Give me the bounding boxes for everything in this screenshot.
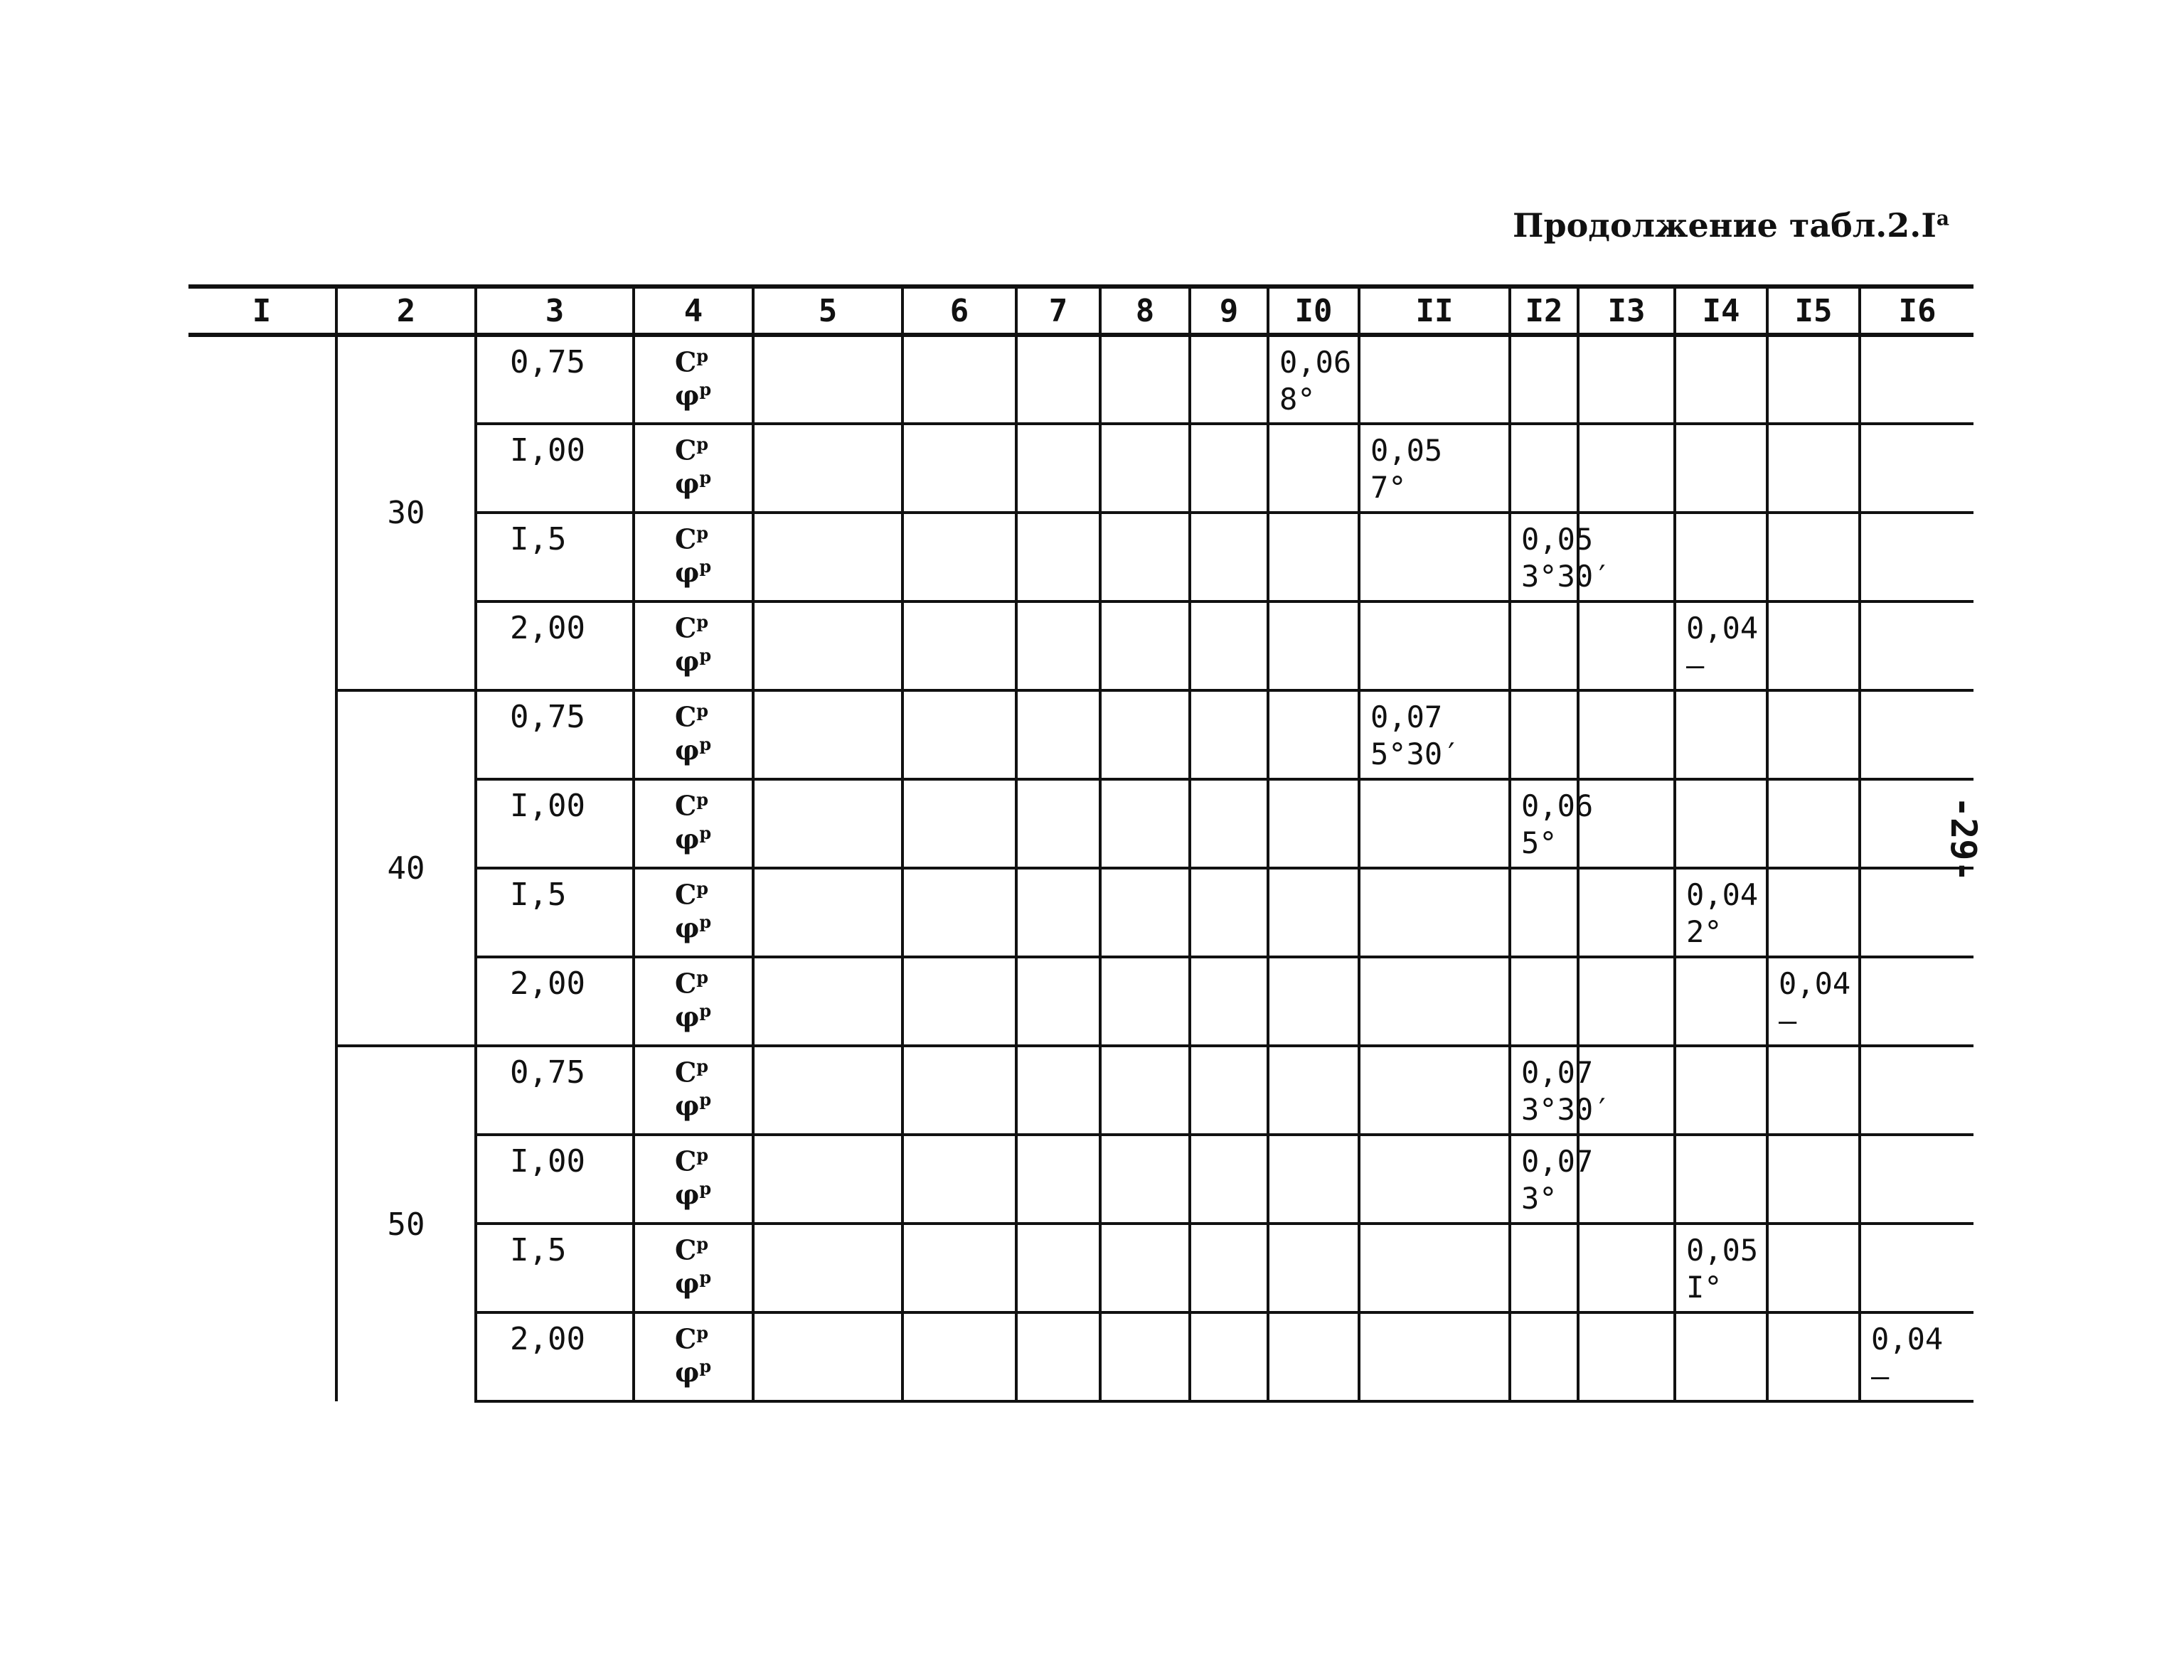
phi-value: 7° [1370, 470, 1407, 505]
group-value: 50 [336, 1046, 476, 1401]
cell-empty [1190, 1312, 1268, 1401]
cell-empty [188, 1046, 336, 1135]
cell-empty [1359, 1224, 1510, 1312]
cell-empty [1016, 690, 1100, 779]
phi-value: 5°30′ [1370, 737, 1461, 771]
cell-empty [1510, 424, 1578, 513]
phi-value: – [1871, 1359, 1890, 1393]
table-row [188, 1046, 1973, 1135]
cell-empty [1359, 868, 1510, 957]
cell-empty [1510, 690, 1578, 779]
cell-symbols [634, 424, 753, 513]
table-row [188, 335, 1973, 424]
cell-empty [1100, 1046, 1190, 1135]
symbol-phi: $\varphi^p$ [675, 1266, 712, 1300]
value-pair [1511, 514, 1612, 595]
cell-value [1268, 335, 1359, 424]
c-value: 0,07 [1370, 700, 1443, 734]
cell-ratio [476, 1312, 634, 1401]
column-header-4: 4 [634, 287, 753, 335]
c-value: 0,04 [1686, 611, 1759, 646]
cell-empty [1100, 1135, 1190, 1224]
cell-empty [1190, 1135, 1268, 1224]
cell-empty [1860, 513, 1973, 601]
cell-empty [1767, 513, 1860, 601]
table-body [188, 335, 1973, 1401]
symbol-phi: $\varphi^p$ [675, 555, 712, 589]
symbol-phi: $\varphi^p$ [675, 1088, 712, 1122]
cell-ratio [476, 1046, 634, 1135]
cell-empty [1767, 690, 1860, 779]
symbol-c: $C^p$ [675, 967, 709, 1000]
ratio-value: 0,75 [510, 1054, 585, 1091]
cell-empty [1100, 424, 1190, 513]
cell-empty [1268, 1224, 1359, 1312]
table-row [188, 690, 1973, 779]
cell-value [1675, 601, 1767, 690]
cell-value [1359, 690, 1510, 779]
cell-value [1510, 1046, 1612, 1135]
page-number: -29- [1943, 796, 1984, 882]
cell-empty [902, 335, 1016, 424]
ratio-value: 2,00 [510, 610, 585, 646]
data-table [188, 284, 1973, 1403]
cell-ratio [476, 779, 634, 868]
cell-empty [1016, 601, 1100, 690]
cell-empty [1578, 868, 1675, 957]
cell-empty [1190, 957, 1268, 1046]
cell-symbols [634, 335, 753, 424]
cell-empty [902, 1046, 1016, 1135]
cell-empty [1510, 335, 1578, 424]
cell-empty [1860, 868, 1973, 957]
cell-empty [902, 690, 1016, 779]
cell-empty [1767, 779, 1860, 868]
symbol-pair [635, 425, 752, 500]
column-header-12: I2 [1510, 287, 1578, 335]
cell-empty [902, 1312, 1016, 1401]
cell-empty [1016, 779, 1100, 868]
cell-empty [1767, 424, 1860, 513]
cell-empty [1675, 1312, 1767, 1401]
cell-empty [1100, 690, 1190, 779]
cell-empty [1675, 424, 1767, 513]
symbol-phi: $\varphi^p$ [675, 378, 712, 412]
cell-empty [1190, 868, 1268, 957]
cell-empty [1510, 957, 1578, 1046]
ratio-value: 2,00 [510, 1321, 585, 1357]
group-value: 40 [336, 690, 476, 1046]
cell-empty [188, 335, 336, 424]
symbol-c: $C^p$ [675, 611, 709, 644]
cell-empty [1359, 1312, 1510, 1401]
cell-value [1675, 1224, 1767, 1312]
cell-empty [1767, 1135, 1860, 1224]
cell-value [1359, 424, 1510, 513]
ratio-value: 0,75 [510, 699, 585, 735]
ratio-value: I,5 [510, 521, 567, 557]
cell-empty [1860, 601, 1973, 690]
value-pair [1511, 781, 1594, 862]
cell-empty [1190, 601, 1268, 690]
header-row [188, 287, 1973, 335]
symbol-c: $C^p$ [675, 700, 709, 733]
cell-empty [1578, 424, 1675, 513]
cell-empty [1675, 779, 1767, 868]
cell-symbols [634, 957, 753, 1046]
cell-empty [902, 513, 1016, 601]
cell-empty [1100, 868, 1190, 957]
cell-empty [753, 690, 902, 779]
symbol-phi: $\varphi^p$ [675, 1355, 712, 1389]
column-header-3: 3 [476, 287, 634, 335]
column-header-6: 6 [902, 287, 1016, 335]
cell-symbols [634, 690, 753, 779]
value-pair [1676, 870, 1766, 951]
cell-empty [1675, 690, 1767, 779]
column-header-5: 5 [753, 287, 902, 335]
cell-empty [1268, 1312, 1359, 1401]
cell-empty [1190, 1224, 1268, 1312]
symbol-pair [635, 603, 752, 678]
cell-empty [1016, 513, 1100, 601]
symbol-c: $C^p$ [675, 878, 709, 911]
cell-empty [188, 957, 336, 1046]
cell-empty [1016, 1224, 1100, 1312]
cell-empty [1578, 690, 1675, 779]
cell-empty [1860, 957, 1973, 1046]
c-value: 0,06 [1521, 788, 1594, 823]
cell-empty [753, 1135, 902, 1224]
cell-empty [1578, 957, 1675, 1046]
cell-empty [753, 424, 902, 513]
symbol-phi: $\varphi^p$ [675, 822, 712, 855]
cell-symbols [634, 601, 753, 690]
cell-symbols [634, 513, 753, 601]
ratio-value: I,00 [510, 432, 585, 469]
phi-value: 3°30′ [1521, 559, 1612, 594]
cell-empty [1767, 1312, 1860, 1401]
symbol-phi: $\varphi^p$ [675, 1000, 712, 1033]
cell-empty [1016, 424, 1100, 513]
cell-empty [1860, 690, 1973, 779]
cell-empty [1190, 424, 1268, 513]
value-pair [1511, 1136, 1594, 1217]
cell-empty [1359, 601, 1510, 690]
cell-ratio [476, 1224, 634, 1312]
symbol-c: $C^p$ [675, 1145, 709, 1177]
symbol-pair [635, 1136, 752, 1211]
cell-ratio [476, 690, 634, 779]
cell-empty [753, 601, 902, 690]
column-header-16: I6 [1860, 287, 1973, 335]
column-header-1: I [252, 292, 272, 329]
cell-ratio [476, 1135, 634, 1224]
cell-empty [1100, 779, 1190, 868]
symbol-phi: $\varphi^p$ [675, 466, 712, 500]
cell-empty [753, 513, 902, 601]
cell-empty [1268, 601, 1359, 690]
cell-empty [1359, 513, 1510, 601]
cell-empty [1359, 779, 1510, 868]
cell-empty [1016, 1046, 1100, 1135]
c-value: 0,06 [1279, 345, 1352, 380]
symbol-c: $C^p$ [675, 523, 709, 555]
cell-empty [902, 1135, 1016, 1224]
cell-empty [1190, 779, 1268, 868]
cell-symbols [634, 1312, 753, 1401]
cell-empty [1578, 601, 1675, 690]
cell-value [1767, 957, 1860, 1046]
column-header-2: 2 [336, 287, 476, 335]
cell-empty [1268, 690, 1359, 779]
cell-empty [1100, 957, 1190, 1046]
caption-superscript: а [1936, 206, 1949, 230]
cell-empty [902, 957, 1016, 1046]
column-header-10: I0 [1268, 287, 1359, 335]
phi-value: 3° [1521, 1181, 1557, 1216]
cell-empty [188, 1312, 336, 1401]
cell-symbols [634, 1046, 753, 1135]
cell-empty [1510, 868, 1578, 957]
phi-value: 3°30′ [1521, 1092, 1612, 1127]
c-value: 0,05 [1370, 433, 1443, 468]
cell-value [1510, 513, 1612, 601]
cell-empty [753, 868, 902, 957]
c-value: 0,04 [1779, 966, 1851, 1001]
column-header-15: I5 [1767, 287, 1860, 335]
group-value: 30 [336, 335, 476, 690]
cell-empty [1268, 1135, 1359, 1224]
cell-symbols [634, 1224, 753, 1312]
cell-empty [1100, 513, 1190, 601]
cell-empty [902, 424, 1016, 513]
cell-empty [1510, 1312, 1578, 1401]
symbol-phi: $\varphi^p$ [675, 911, 712, 944]
column-header-13: I3 [1578, 287, 1675, 335]
cell-empty [1860, 1135, 1973, 1224]
symbol-c: $C^p$ [675, 434, 709, 466]
cell-ratio [476, 601, 634, 690]
cell-empty [1268, 513, 1359, 601]
cell-empty [1675, 1135, 1767, 1224]
symbol-pair [635, 337, 752, 412]
cell-empty [753, 957, 902, 1046]
cell-empty [1359, 1135, 1510, 1224]
cell-empty [1016, 868, 1100, 957]
cell-empty [1578, 1312, 1675, 1401]
symbol-phi: $\varphi^p$ [675, 644, 712, 678]
cell-empty [1016, 1135, 1100, 1224]
cell-empty [1190, 690, 1268, 779]
symbol-pair [635, 870, 752, 944]
cell-empty [188, 1135, 336, 1224]
c-value: 0,05 [1521, 522, 1594, 557]
cell-empty [902, 779, 1016, 868]
ratio-value: I,00 [510, 1143, 585, 1179]
cell-empty [1359, 957, 1510, 1046]
cell-symbols [634, 779, 753, 868]
column-header-11: II [1359, 287, 1510, 335]
cell-empty [1359, 335, 1510, 424]
cell-empty [902, 1224, 1016, 1312]
cell-empty [188, 513, 336, 601]
symbol-pair [635, 514, 752, 589]
value-pair [1676, 603, 1766, 684]
cell-empty [1359, 1046, 1510, 1135]
value-pair [1769, 958, 1858, 1039]
cell-empty [188, 424, 336, 513]
cell-symbols [634, 868, 753, 957]
cell-empty [1190, 513, 1268, 601]
cell-empty [1016, 957, 1100, 1046]
symbol-pair [635, 692, 752, 764]
cell-empty [188, 779, 336, 868]
symbol-phi: $\varphi^p$ [675, 1177, 712, 1211]
cell-symbols [634, 1135, 753, 1224]
phi-value: – [1779, 1003, 1797, 1038]
cell-empty [1510, 601, 1578, 690]
cell-empty [1675, 335, 1767, 424]
cell-empty [753, 1224, 902, 1312]
column-header-9: 9 [1190, 287, 1268, 335]
symbol-c: $C^p$ [675, 1322, 709, 1355]
caption-text: Продолжение табл.2.I [1513, 206, 1937, 245]
cell-ratio [476, 513, 634, 601]
symbol-pair [635, 1047, 752, 1122]
cell-empty [1675, 513, 1767, 601]
cell-empty [1578, 335, 1675, 424]
value-pair [1269, 337, 1358, 418]
cell-value [1510, 1135, 1594, 1224]
cell-empty [1100, 1224, 1190, 1312]
column-header-7: 7 [1016, 287, 1100, 335]
table-caption [1513, 206, 1949, 245]
cell-empty [1016, 335, 1100, 424]
cell-empty [902, 601, 1016, 690]
column-header-8: 8 [1100, 287, 1190, 335]
cell-empty [1190, 1046, 1268, 1135]
cell-empty [1268, 957, 1359, 1046]
cell-empty [1016, 1312, 1100, 1401]
cell-empty [1268, 1046, 1359, 1135]
column-header-14: I4 [1675, 287, 1767, 335]
cell-empty [1268, 424, 1359, 513]
cell-empty [1190, 335, 1268, 424]
cell-empty [1860, 424, 1973, 513]
c-value: 0,04 [1686, 877, 1759, 912]
cell-empty [902, 868, 1016, 957]
cell-empty [1860, 1224, 1973, 1312]
phi-value: – [1686, 648, 1705, 683]
value-pair [1511, 1047, 1612, 1128]
cell-ratio [476, 868, 634, 957]
value-pair [1360, 692, 1508, 773]
value-pair [1676, 1225, 1766, 1306]
ratio-value: 0,75 [510, 344, 585, 380]
ratio-value: I,5 [510, 877, 567, 913]
cell-empty [753, 1046, 902, 1135]
ratio-value: I,5 [510, 1232, 567, 1268]
symbol-phi: $\varphi^p$ [675, 733, 712, 766]
phi-value: I° [1686, 1270, 1722, 1305]
cell-empty [1675, 957, 1767, 1046]
c-value: 0,04 [1871, 1322, 1944, 1357]
value-pair [1360, 425, 1508, 506]
cell-empty [753, 779, 902, 868]
c-value: 0,05 [1686, 1233, 1759, 1268]
cell-empty [1860, 335, 1973, 424]
symbol-pair [635, 1225, 752, 1300]
symbol-pair [635, 958, 752, 1033]
c-value: 0,07 [1521, 1144, 1594, 1179]
symbol-c: $C^p$ [675, 346, 709, 378]
symbol-c: $C^p$ [675, 789, 709, 822]
cell-empty [1860, 779, 1973, 868]
cell-empty [1860, 1046, 1973, 1135]
symbol-c: $C^p$ [675, 1234, 709, 1266]
cell-empty [1767, 335, 1860, 424]
phi-value: 8° [1279, 382, 1316, 417]
cell-value [1860, 1312, 1973, 1401]
cell-empty [1767, 1224, 1860, 1312]
cell-empty [1268, 779, 1359, 868]
c-value: 0,07 [1521, 1055, 1594, 1090]
cell-ratio [476, 957, 634, 1046]
cell-empty [1268, 868, 1359, 957]
phi-value: 5° [1521, 825, 1557, 860]
cell-empty [1100, 1312, 1190, 1401]
cell-empty [753, 1312, 902, 1401]
cell-ratio [476, 424, 634, 513]
ratio-value: I,00 [510, 788, 585, 824]
phi-value: 2° [1686, 914, 1722, 949]
ratio-value: 2,00 [510, 965, 585, 1002]
cell-empty [1767, 601, 1860, 690]
cell-empty [188, 601, 336, 690]
cell-empty [1767, 868, 1860, 957]
cell-empty [1578, 1224, 1675, 1312]
cell-empty [1510, 1224, 1578, 1312]
cell-empty [188, 690, 336, 779]
cell-ratio [476, 335, 634, 424]
symbol-pair [635, 781, 752, 855]
cell-empty [1100, 335, 1190, 424]
value-pair [1861, 1314, 1973, 1395]
cell-empty [753, 335, 902, 424]
cell-empty [1100, 601, 1190, 690]
cell-empty [1767, 1046, 1860, 1135]
cell-value [1510, 779, 1594, 868]
symbol-c: $C^p$ [675, 1056, 709, 1088]
symbol-pair [635, 1314, 752, 1389]
cell-empty [188, 1224, 336, 1312]
cell-value [1675, 868, 1767, 957]
cell-empty [1675, 1046, 1767, 1135]
cell-empty [188, 868, 336, 957]
